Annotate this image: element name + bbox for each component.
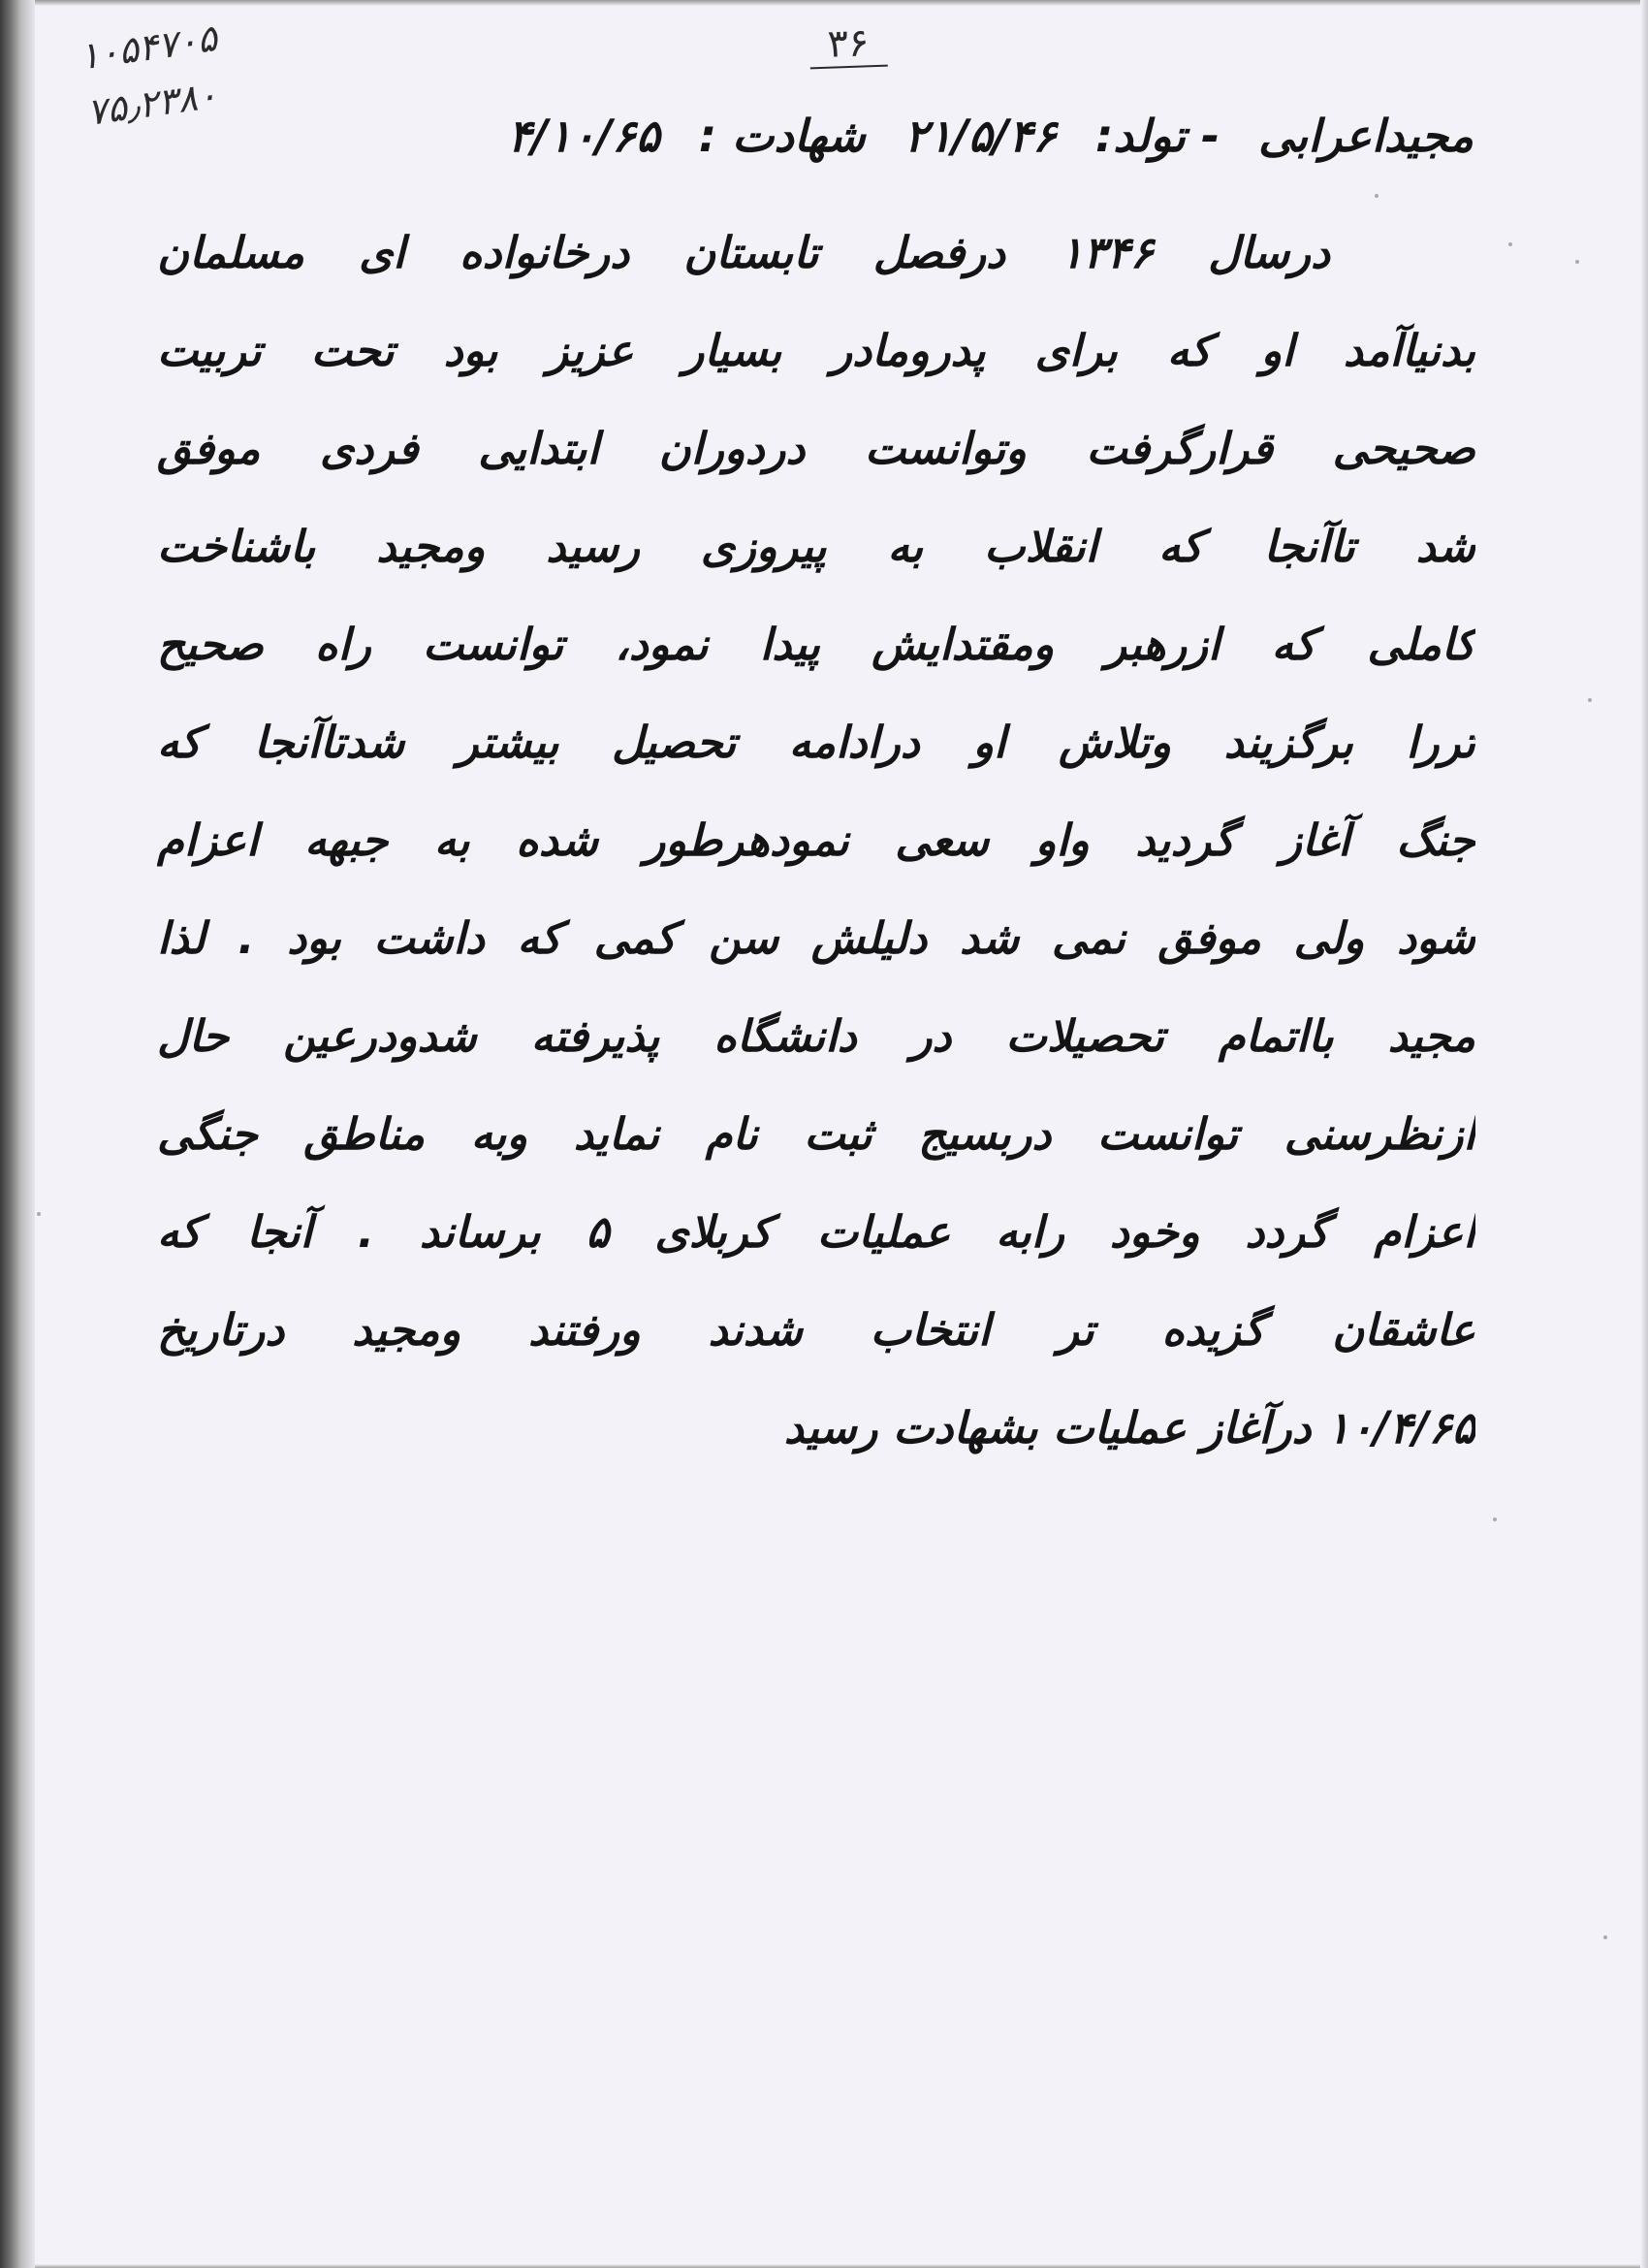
scan-speck [1508,242,1512,246]
birth-label: - تولد: [1094,110,1220,162]
text-line: شد تاآنجا که انقلاب به پیروزی رسید ومجید باشناخت [157,521,1475,572]
body-paragraph [157,204,1475,1477]
text-line: کاملی که ازرهبر ومقتدایش پیدا نمود، توانست راه صحیح [157,619,1475,670]
martyrdom-label: شهادت : [698,110,866,162]
text-line: مجید بااتمام تحصیلات در دانشگاه پذیرفته شدودرعین حال [157,1010,1475,1062]
martyrdom-date: ۴/۱۰/۶۵ [507,110,660,162]
text-line: ۱۰/۴/۶۵ درآغاز عملیات بشهادت رسید [783,1402,1475,1453]
handwritten-note-line: ۱۰۵۴۷۰۵ [76,16,220,79]
text-line: درسال ۱۳۴۶ درفصل تابستان درخانواده ای مسلمان [157,227,1330,278]
scan-speck [1603,1935,1607,1939]
text-line: عاشقان گزیده تر انتخاب شدند ورفتند ومجید درتاریخ [157,1304,1475,1356]
scan-speck [1375,194,1379,198]
scan-speck [1493,1517,1497,1521]
page-number: ۳۶ [808,20,888,70]
heading-line [233,102,1474,170]
scan-speck [1575,260,1579,264]
text-line: ازنظرسنی توانست دربسیج ثبت نام نماید وبه مناطق جنگی [157,1108,1475,1160]
scan-speck [37,1212,41,1216]
text-line: اعزام گردد وخود رابه عملیات کربلای ۵ برساند . آنجا که [157,1206,1475,1258]
binding-edge [0,0,35,2268]
text-line: تررا برگزیند وتلاش او درادامه تحصیل بیشتر شدتاآنجا که [157,717,1475,768]
scan-speck [1588,698,1592,702]
text-line: جنگ آغاز گردید واو سعی نمودهرطور شده به جبهه اعزام [157,815,1475,866]
text-line: صحیحی قرارگرفت وتوانست دردوران ابتدایی فردی موفق [157,423,1475,474]
right-scan-edge [1640,0,1648,2268]
person-name: مجیداعرابی [1258,110,1474,162]
bottom-scan-edge [35,2264,1648,2268]
text-line: بدنیاآمد او که برای پدرومادر بسیار عزیز بود تحت تربیت [157,325,1475,376]
birth-date: ۲۱/۵/۴۶ [903,110,1057,162]
handwritten-note-line: ۷۵٫۲۳۸۰ [84,73,220,134]
text-line: شود ولی موفق نمی شد دلیلش سن کمی که داشت بود . لذا [157,912,1475,964]
